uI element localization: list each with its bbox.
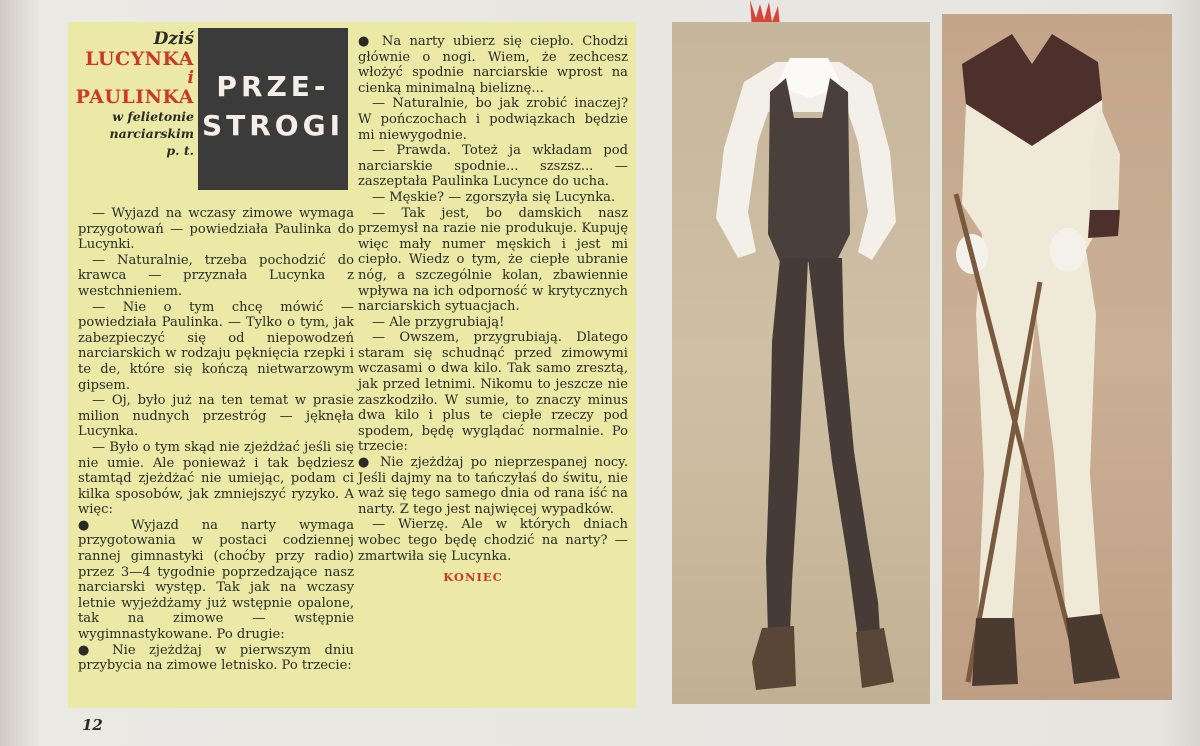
end-mark: KONIEC bbox=[443, 570, 503, 585]
title-line-2: STROGI bbox=[201, 109, 345, 142]
bullet-paragraph: ● Nie zjeżdżaj w pierwszym dniu przybycia na zimowe letnisko. Po trzecie: bbox=[78, 642, 354, 674]
kicker-name-lucynka: LUCYNKA bbox=[85, 48, 194, 70]
paragraph: — Było o tym skąd nie zjeżdżać jeśli się nie umie. Ale ponieważ i tak będziesz stamtąd zjeżdżać nie umiejąc, podam ci kilka sposobów, jak zmniejszyć ryzyko. A więc: bbox=[78, 439, 354, 518]
paragraph: — Naturalnie, trzeba pochodzić do krawca — przyznała Lucynka z westchnieniem. bbox=[78, 252, 354, 299]
bullet-paragraph: ● Na narty ubierz się ciepło. Chodzi głównie o nogi. Wiem, że zechcesz włożyć spodnie narciarskie wprost na cienką minimalną bieliznę... bbox=[358, 34, 628, 96]
paragraph: — Naturalnie, bo jak zrobić inaczej? W pończochach i podwiązkach będzie mi niewygodnie. bbox=[358, 96, 628, 143]
article-panel bbox=[68, 22, 636, 708]
paragraph: — Owszem, przygrubiają. Dlatego staram się schudnąć przed zimowymi wczasami o dwa kilo. Tak samo zresztą, jak przed letnimi. Nikomu to jeszcze nie zaszkodziło. W sumie, to znaczy minus dwa kilo i plus te ciepłe rzeczy pod spodem, będę wyglądać normalnie. Po trzecie: bbox=[358, 330, 628, 455]
kicker-sub-1: w felietonie bbox=[112, 109, 194, 124]
paragraph: — Nie o tym chcę mówić — powiedziała Paulinka. — Tylko o tym, jak zabezpieczyć się od niepowodzeń narciarskich w rodzaju pęknięcia rzepki i te de, które się kończą nietwarzowym gipsem. bbox=[78, 299, 354, 393]
figure-illustration bbox=[942, 14, 1172, 700]
page-number: 12 bbox=[82, 716, 103, 734]
paragraph: — Męskie? — zgorszyła się Lucynka. bbox=[372, 189, 616, 205]
kicker-name-paulinka: PAULINKA bbox=[75, 86, 194, 108]
kicker-sub-3: p. t. bbox=[166, 143, 194, 158]
paragraph: — Wyjazd na wczasy zimowe wymaga przygotowań — powiedziała Paulinka do Lucynki. bbox=[78, 206, 354, 253]
paragraph: — Oj, było już na ten temat w prasie milion nudnych przestróg — jęknęła Lucynka. bbox=[78, 393, 354, 440]
figure-illustration bbox=[672, 22, 930, 704]
photo-dark-ski-overalls bbox=[672, 22, 930, 704]
paragraph: — Wierzę. Ale w których dniach wobec tego będę chodzić na narty? — zmartwiła się Lucynka. bbox=[358, 517, 628, 564]
bullet-paragraph: ● Wyjazd na narty wymaga przygotowania w postaci codziennej rannej gimnastyki (choćby przy radio) przez 3—4 tygodnie poprzedzające nasz narciarski występ. Tak jak na wczasy letnie wyjeżdżamy już wstępnie opalone, tak na zimowe — wstępnie wygimnastykowane. Po drugie: bbox=[78, 517, 354, 643]
text-column-1 bbox=[78, 206, 354, 674]
text-column-2 bbox=[358, 34, 628, 586]
article-title bbox=[198, 28, 348, 190]
photo-light-ski-suit bbox=[942, 14, 1172, 700]
paragraph: — Tak jest, bo damskich nasz przemysł na razie nie produkuje. Kupuję więc mały numer męskich i jest mi ciepło. Wiedz o tym, że ciepłe ubranie nóg, a szczególnie kolan, zbawiennie wpływa na ich odporność w krytycznych narciarskich sytuacjach. bbox=[358, 205, 628, 315]
title-line-1: PRZE- bbox=[216, 70, 330, 103]
bullet-paragraph: ● Nie zjeżdżaj po nieprzespanej nocy. Jeśli dajmy na to tańczyłaś do świtu, nie waż się tego samego dnia od rana iść na narty. Z tego jest najwięcej wypadków. bbox=[358, 455, 628, 517]
kicker-today: Dziś bbox=[153, 29, 194, 49]
paragraph: — Prawda. Toteż ja wkładam pod narciarskie spodnie... szszsz... — zaszeptała Paulinka Lucyncе do ucha. bbox=[358, 143, 628, 190]
kicker-and: i bbox=[187, 68, 194, 88]
kicker bbox=[72, 30, 194, 159]
kicker-sub-2: narciarskim bbox=[109, 126, 194, 141]
paragraph: — Ale przygrubiają! bbox=[372, 314, 505, 330]
